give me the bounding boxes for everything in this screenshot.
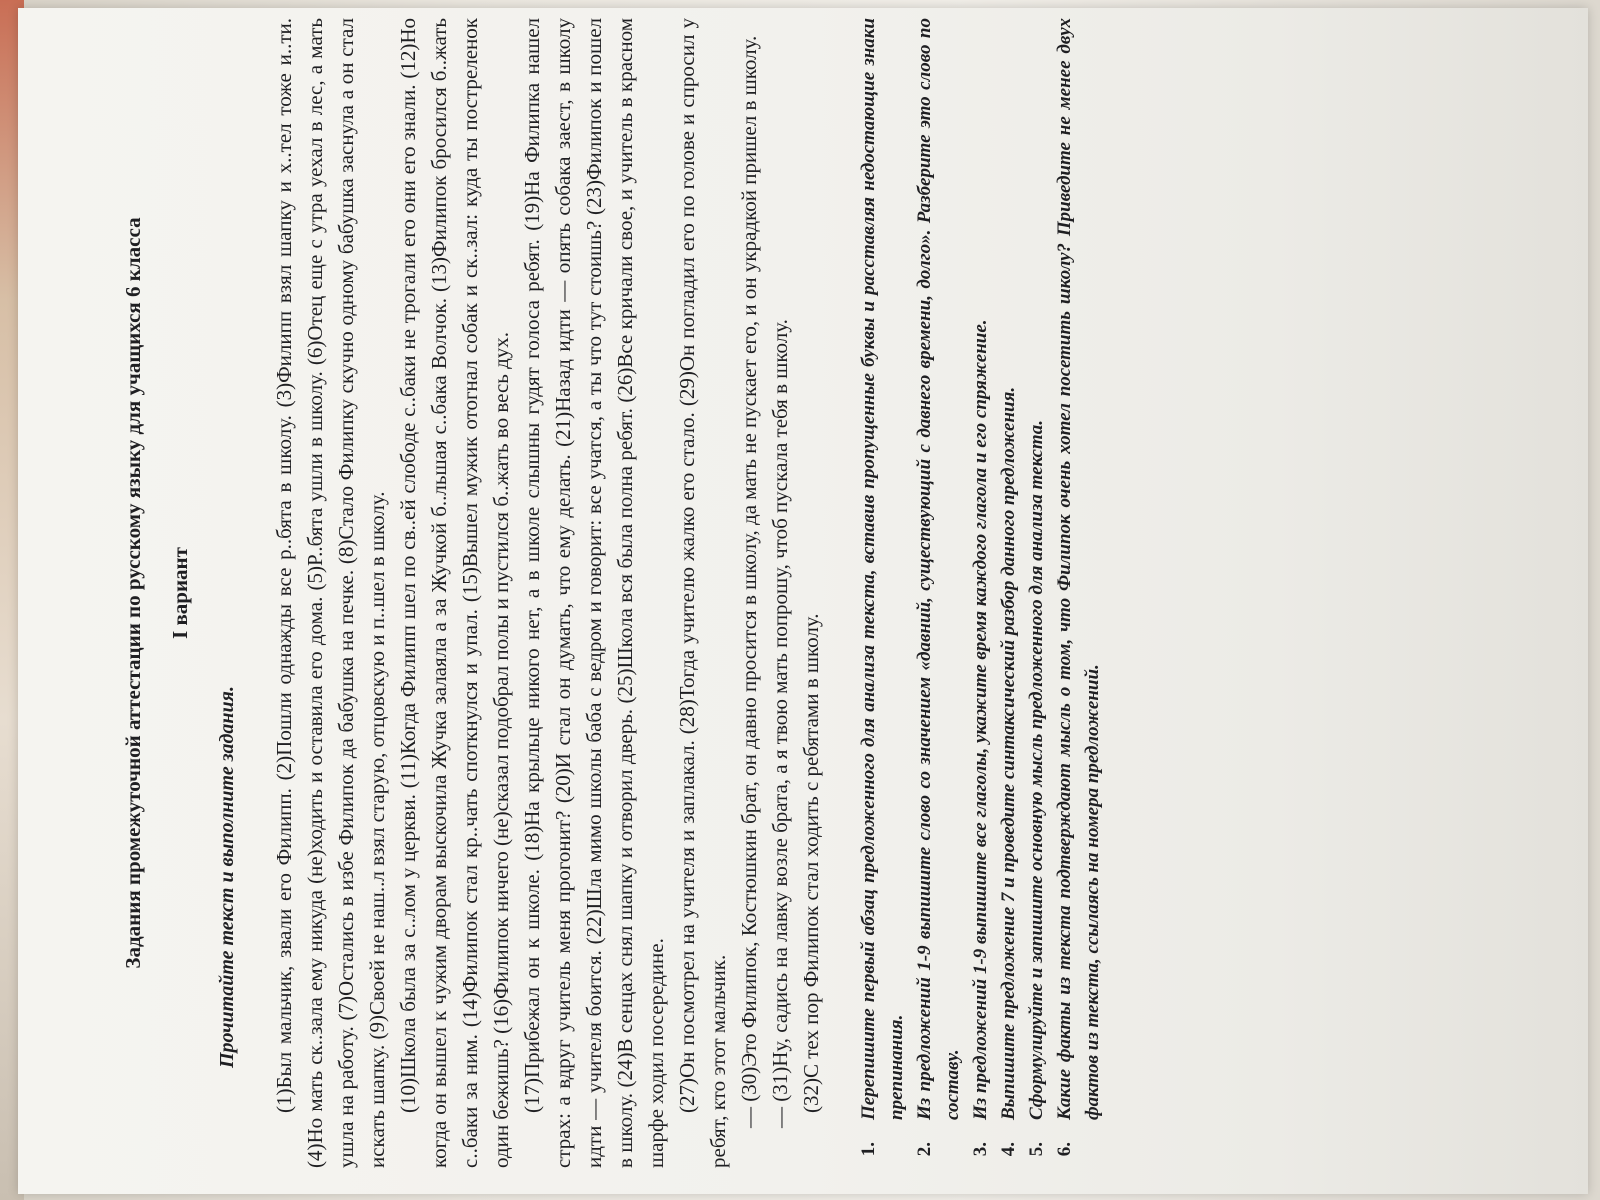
task-item [911,18,967,1168]
task-number: 5. [1026,1142,1047,1157]
text-paragraph-2: (10)Школа была за с..лом у церкви. (11)Когда Филипп шел по св..ей слободе с..баки не трогали его они его знали. (12)Но когда он вышел к чужим дворам выскочила Жучка залаяла а за Жучкой б..льшая с..бака Волчок. (13)Филипок бросился б..жать с..баки за ним. (14)Филипок стал кр..чать споткнулся и упал. (15)Вышел мужик отогнал собак и ск..зал: куда ты постреленок один бежишь? (16)Филипок ничего (не)сказал подобрал полы и пустился б..жать во весь дух. [396,18,513,1168]
task-number: 6. [1054,1142,1075,1157]
task-text: Из предложений 1-9 выпишите слово со значением «давний, существующий с давнего времени, долго». Разберите это слово по составу. [914,18,963,1120]
task-text: Из предложений 1-9 выпишите все глаголы, укажите время каждого глагола и его спряжение. [970,319,991,1120]
text-paragraph-5: — (30)Это Филипок, Костюшкин брат, он давно просится в школу, да мать не пускает его, и он украдкой пришел в школу. [737,35,761,1128]
task-item [995,18,1023,1168]
task-number: 2. [914,1142,935,1157]
paper-sheet [18,8,1588,1194]
text-paragraph-6: — (31)Ну, садись на лавку возле брата, а я твою мать попрошу, чтоб пускала тебя в школу. [768,319,792,1128]
task-item [1023,18,1051,1168]
task-text: Какие факты из текста подтверждают мысль о том, что Филипок очень хотел посетить школу? Приведите не менее двух фактов из текста, ссылаясь на номера предложений. [1054,18,1103,1120]
task-number: 1. [858,1142,879,1157]
task-list [855,18,1107,1168]
task-number: 4. [998,1142,1019,1157]
rotated-page [108,18,1338,1168]
task-item [967,18,995,1168]
text-paragraph-3: (17)Прибежал он к школе. (18)На крыльце никого нет, а в школе слышны гудят голоса ребят. (19)На Филипка нашел страх: а вдруг учитель меня прогонит? (20)И стал он думать, что ему делать. (21)Назад идти — опять собака заест, в школу идти — учителя боится. (22)Шла мимо школы баба с ведром и говорит: все учатся, а ты что тут стоишь? (23)Филипок и пошел в школу. (24)В сенцах снял шапку и отворил дверь. (25)Школа вся была полна ребят. (26)Все кричали свое, и учитель в красном шарфе ходил посередине. [520,18,668,1168]
task-item [1051,18,1107,1168]
spacer [827,18,855,1168]
task-item [855,18,911,1168]
text-paragraph-4: (27)Он посмотрел на учителя и заплакал. (28)Тогда учителю жалко его стало. (29)Он погладил его по голове и спросил у ребят, кто этот мальчик. [675,18,730,1168]
text-paragraph-7: (32)С тех пор Филипок стал ходить с ребятами в школу. [799,613,823,1113]
instruction-text: Прочитайте текст и выполните задания. [216,686,238,1068]
task-text: Выпишите предложение 7 и проведите синтаксический разбор данного предложения. [998,386,1019,1120]
task-text: Перепишите первый абзац предложенного для анализа текста, вставив пропущенные буквы и расставляя недостающие знаки препинания. [858,18,907,1120]
document-title: Задания промежуточной аттестации по русскому языку для учащихся 6 класса [121,217,145,969]
variant-heading: I вариант [168,547,192,639]
text-paragraph-1: (1)Был мальчик, звали его Филипп. (2)Пошли однажды все р..бята в школу. (3)Филипп взял шапку и х..тел тоже и..ти. (4)Но мать ск..зала ему никуда (не)ходить и оставила его дома. (5)Р..бята ушли в школу. (6)Отец еще с утра уехал в лес, а мать ушла на работу. (7)Остались в избе Филипок да бабушка на печке. (8)Стало Филипку скучно одному бабушка заснула а он стал искать шапку. (9)Своей не наш..л взял старую, отцовскую и п..шел в школу. [272,18,389,1168]
task-text: Сформулируйте и запишите основную мысль предложенного для анализа текста. [1026,420,1047,1120]
task-number: 3. [970,1142,991,1157]
